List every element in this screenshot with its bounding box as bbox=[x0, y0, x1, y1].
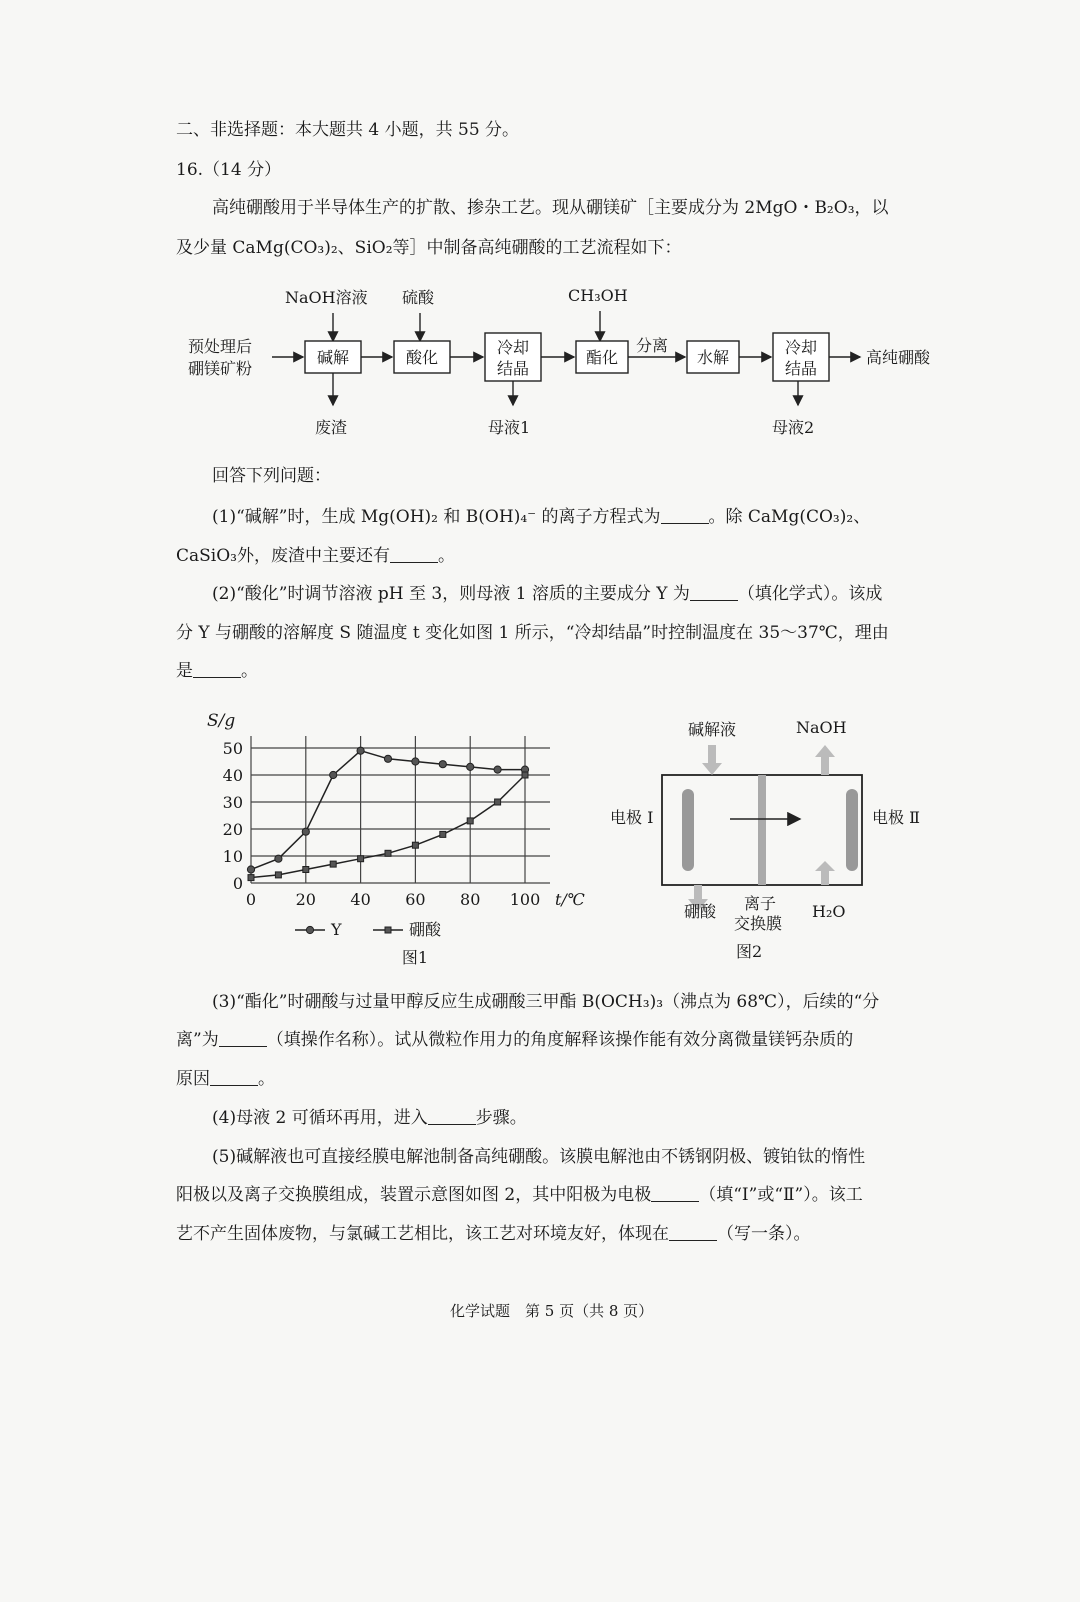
data-point bbox=[522, 772, 528, 778]
flow-start-label-1: 预处理后 bbox=[188, 337, 253, 356]
data-point bbox=[330, 861, 336, 867]
q4-text-b: 步骤。 bbox=[475, 1108, 527, 1128]
q4-line bbox=[212, 1108, 527, 1128]
step-cool1-box bbox=[485, 333, 541, 381]
answer-prompt: 回答下列问题： bbox=[212, 466, 331, 486]
legend-label-y: Y bbox=[331, 920, 342, 939]
step-cool1-label-1: 冷却 bbox=[497, 338, 530, 357]
naoh-outflow-arrow-icon bbox=[815, 745, 835, 775]
q5-blank-2[interactable] bbox=[669, 1239, 717, 1241]
q2-blank-1[interactable] bbox=[690, 599, 738, 601]
q5-line2-b: （填“Ⅰ”或“Ⅱ”）。该工 bbox=[699, 1185, 863, 1205]
separation-label: 分离 bbox=[636, 336, 669, 355]
y-tick-label: 0 bbox=[232, 874, 243, 893]
q3-line-2 bbox=[176, 1030, 853, 1050]
data-point bbox=[494, 766, 501, 773]
q5-line-1: (5)碱解液也可直接经膜电解池制备高纯硼酸。该膜电解池由不锈钢阴极、镀铂钛的惰性 bbox=[212, 1147, 866, 1167]
series-line-boric-acid bbox=[251, 775, 525, 878]
q2-blank-2[interactable] bbox=[193, 676, 241, 678]
boric-acid-output-label: 硼酸 bbox=[684, 902, 717, 921]
legend-marker-y bbox=[306, 926, 313, 933]
q2-line1-a: (2)“酸化”时调节溶液 pH 至 3，则母液 1 溶质的主要成分 Y 为 bbox=[212, 584, 690, 604]
flow-ch3oh-label: CH₃OH bbox=[568, 286, 628, 305]
q1-text-a: (1)“碱解”时，生成 Mg(OH)₂ 和 B(OH)₄⁻ 的离子方程式为 bbox=[212, 507, 661, 527]
x-tick-label: 80 bbox=[460, 890, 481, 909]
q2-line3-a: 是 bbox=[176, 661, 193, 681]
electrode-2 bbox=[846, 789, 858, 871]
flow-start-label-2: 硼镁矿粉 bbox=[188, 359, 253, 378]
y-tick-label: 50 bbox=[222, 739, 243, 758]
data-point bbox=[467, 763, 474, 770]
naoh-output-label: NaOH bbox=[796, 718, 847, 737]
step-alkali-label: 碱解 bbox=[317, 348, 350, 367]
page-footer: 化学试题 第 5 页（共 8 页） bbox=[450, 1302, 654, 1320]
q5-line-2 bbox=[176, 1185, 863, 1205]
alkali-solution-label: 碱解液 bbox=[688, 720, 737, 739]
y-axis-label: S/g bbox=[207, 711, 236, 731]
x-tick-label: 20 bbox=[295, 890, 316, 909]
data-point bbox=[330, 771, 337, 778]
q3-blank-2[interactable] bbox=[210, 1084, 258, 1086]
x-tick-label: 100 bbox=[509, 890, 541, 909]
legend-label-boric-acid: 硼酸 bbox=[409, 920, 442, 939]
flow-acid-label: 硫酸 bbox=[402, 288, 435, 307]
solubility-chart bbox=[195, 700, 615, 970]
q3-line3-b: 。 bbox=[258, 1069, 275, 1089]
q2-line-1 bbox=[212, 584, 882, 604]
data-point bbox=[440, 831, 446, 837]
data-point bbox=[275, 855, 282, 862]
data-point bbox=[412, 758, 419, 765]
q3-line3-a: 原因 bbox=[176, 1069, 210, 1089]
step-hydrolysis-box bbox=[687, 341, 739, 373]
q4-blank[interactable] bbox=[428, 1123, 476, 1125]
figure-1-caption: 图1 bbox=[401, 948, 429, 967]
q1-blank-1[interactable] bbox=[661, 522, 709, 524]
ion-exchange-membrane bbox=[758, 775, 766, 885]
mother-liquor-1-label: 母液1 bbox=[488, 418, 531, 437]
data-point bbox=[248, 875, 254, 881]
flow-naoh-label: NaOH溶液 bbox=[285, 288, 368, 307]
step-cool2-label-1: 冷却 bbox=[785, 338, 818, 357]
data-point bbox=[303, 867, 309, 873]
q1-line-1 bbox=[212, 507, 870, 527]
q2-line1-b: （填化学式）。该成 bbox=[737, 584, 883, 604]
q5-line3-b: （写一条）。 bbox=[717, 1224, 811, 1244]
q1-line2-b: 。 bbox=[437, 546, 455, 566]
data-point bbox=[467, 818, 473, 824]
y-tick-label: 40 bbox=[222, 766, 243, 785]
step-cool1-label-2: 结晶 bbox=[497, 359, 530, 378]
waste-label: 废渣 bbox=[315, 418, 348, 437]
step-acid-label: 酸化 bbox=[406, 348, 439, 367]
question-number: 16.（14 分） bbox=[176, 160, 282, 180]
q2-line-3 bbox=[176, 661, 258, 681]
intro-line-2: 及少量 CaMg(CO₃)₂、SiO₂等］中制备高纯硼酸的工艺流程如下： bbox=[176, 238, 682, 258]
step-ester-label: 酯化 bbox=[586, 348, 619, 367]
electrode-1-label: 电极 Ⅰ bbox=[610, 808, 654, 827]
data-point bbox=[247, 866, 254, 873]
q1-blank-2[interactable] bbox=[390, 561, 438, 563]
y-tick-label: 30 bbox=[222, 793, 243, 812]
section-header: 二、非选择题：本大题共 4 小题，共 55 分。 bbox=[176, 120, 520, 140]
figure-2-caption: 图2 bbox=[736, 942, 763, 961]
q3-line-3 bbox=[176, 1069, 275, 1089]
legend-marker-boric-acid bbox=[385, 927, 391, 933]
electrolysis-cell-diagram bbox=[600, 705, 940, 970]
q5-line3-a: 艺不产生固体废物，与氯碱工艺相比，该工艺对环境友好，体现在 bbox=[176, 1224, 669, 1244]
step-cool2-box bbox=[773, 333, 829, 381]
q5-blank-1[interactable] bbox=[651, 1200, 699, 1202]
x-axis-label: t/℃ bbox=[555, 890, 585, 909]
x-tick-label: 0 bbox=[245, 890, 257, 909]
mother-liquor-2-label: 母液2 bbox=[772, 418, 815, 437]
data-point bbox=[302, 828, 309, 835]
q3-line2-a: 离”为 bbox=[176, 1030, 219, 1050]
y-tick-label: 10 bbox=[222, 847, 243, 866]
data-point bbox=[495, 799, 501, 805]
x-tick-label: 40 bbox=[350, 890, 371, 909]
data-point bbox=[439, 761, 446, 768]
process-flow-diagram bbox=[170, 275, 970, 445]
data-point bbox=[357, 747, 364, 754]
q3-line-1: (3)“酯化”时硼酸与过量甲醇反应生成硼酸三甲酯 B(OCH₃)₃（沸点为 68℃），后续的“分 bbox=[212, 992, 880, 1012]
q5-line-3 bbox=[176, 1224, 811, 1244]
q1-line-2 bbox=[176, 546, 455, 566]
data-point bbox=[275, 872, 281, 878]
step-acid-box bbox=[394, 341, 450, 373]
product-label: 高纯硼酸 bbox=[866, 348, 931, 367]
data-point bbox=[385, 850, 391, 856]
electrode-2-label: 电极 Ⅱ bbox=[872, 808, 920, 827]
x-tick-label: 60 bbox=[405, 890, 426, 909]
electrode-1 bbox=[682, 789, 694, 871]
step-ester-box bbox=[576, 341, 628, 373]
step-hydrolysis-label: 水解 bbox=[697, 348, 730, 367]
membrane-label-2: 交换膜 bbox=[734, 914, 783, 933]
intro-line-1: 高纯硼酸用于半导体生产的扩散、掺杂工艺。现从硼镁矿［主要成分为 2MgO・B₂O₃，以 bbox=[212, 198, 889, 218]
q3-line2-b: （填操作名称）。试从微粒作用力的角度解释该操作能有效分离微量镁钙杂质的 bbox=[266, 1030, 854, 1050]
y-tick-label: 20 bbox=[222, 820, 243, 839]
inflow-arrow-icon bbox=[702, 745, 722, 775]
q2-line-2: 分 Y 与硼酸的溶解度 S 随温度 t 变化如图 1 所示，“冷却结晶”时控制温度在 35～37℃，理由 bbox=[176, 623, 889, 643]
q3-blank-1[interactable] bbox=[219, 1045, 267, 1047]
q5-line2-a: 阳极以及离子交换膜组成，装置示意图如图 2，其中阳极为电极 bbox=[176, 1185, 652, 1205]
q4-text-a: (4)母液 2 可循环再用，进入 bbox=[212, 1108, 428, 1128]
step-alkali-box bbox=[305, 341, 361, 373]
step-cool2-label-2: 结晶 bbox=[785, 359, 818, 378]
water-input-label: H₂O bbox=[812, 902, 846, 921]
membrane-label-1: 离子 bbox=[744, 894, 777, 913]
q1-text-b: 。除 CaMg(CO₃)₂、 bbox=[708, 507, 871, 527]
data-point bbox=[384, 755, 391, 762]
q1-line2-a: CaSiO₃外，废渣中主要还有 bbox=[176, 546, 390, 566]
q2-line3-b: 。 bbox=[241, 661, 258, 681]
data-point bbox=[412, 842, 418, 848]
water-inflow-arrow-icon bbox=[815, 861, 835, 885]
data-point bbox=[358, 856, 364, 862]
